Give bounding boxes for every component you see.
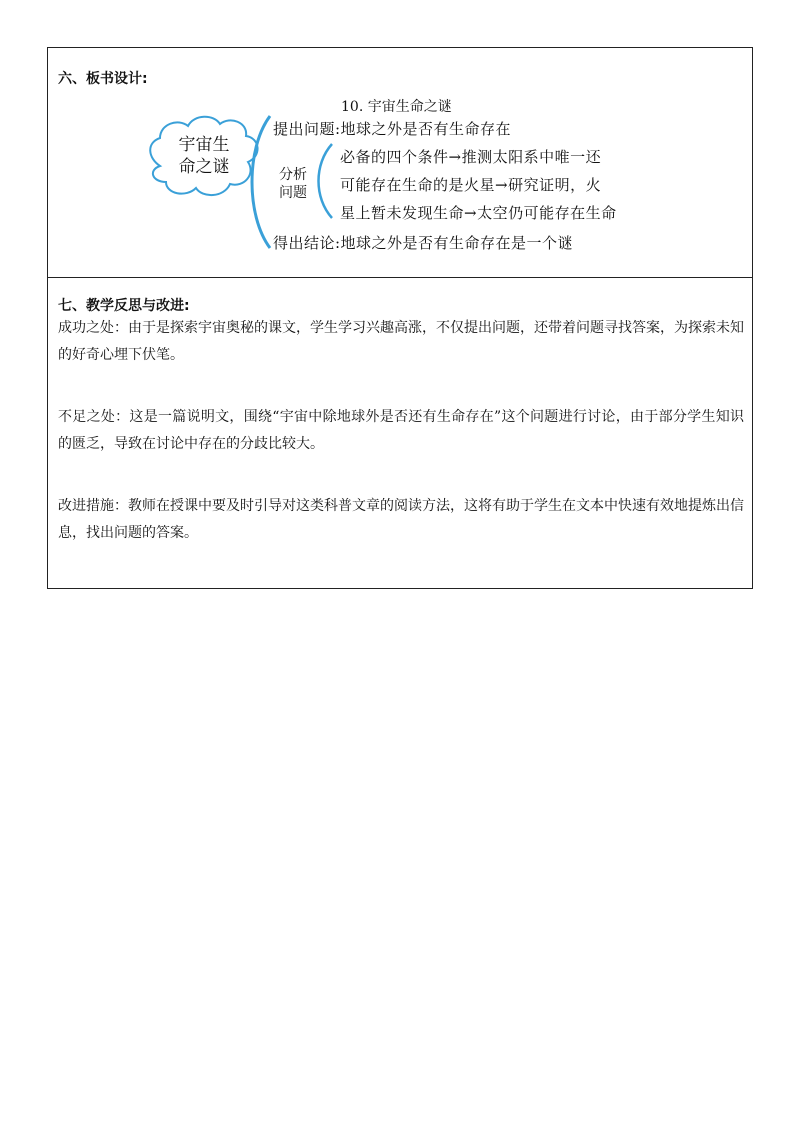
raise-problem: 提出问题:地球之外是否有生命存在 [273,120,512,138]
board-diagram [48,48,752,277]
cloud-label-line1: 宇宙生 [178,135,230,155]
analysis-line-2: 可能存在生命的是火星→研究证明，火 [340,176,602,194]
analyze-label-line2: 问题 [279,185,307,201]
main-brace [252,116,270,248]
diagram-title: 10. 宇宙生命之谜 [341,99,452,115]
analyze-label-line1: 分析 [279,167,307,183]
board-design-section [48,48,752,278]
conclusion: 得出结论:地球之外是否有生命存在是一个谜 [273,234,574,252]
section-heading-board-design: 六、板书设计: [58,71,148,87]
cloud-label [164,134,244,178]
analyze-label [278,166,308,202]
section-heading-reflection: 七、教学反思与改进: [58,298,190,314]
lesson-table [47,47,753,589]
reflection-section [48,277,752,588]
cloud-label-line2: 命之谜 [178,157,230,177]
analysis-line-3: 星上暂未发现生命→太空仍可能存在生命 [340,204,617,222]
reflection-improvement: 改进措施：教师在授课中要及时引导对这类科普文章的阅读方法，这将有助于学生在文本中快速有效地提炼出信息，找出问题的答案。 [58,498,744,541]
reflection-shortcoming: 不足之处：这是一篇说明文，围绕“宇宙中除地球外是否还有生命存在”这个问题进行讨论，由于部分学生知识的匮乏，导致在讨论中存在的分歧比较大。 [58,409,744,452]
reflection-success: 成功之处：由于是探索宇宙奥秘的课文，学生学习兴趣高涨，不仅提出问题，还带着问题寻找答案，为探索未知的好奇心埋下伏笔。 [58,320,744,363]
analysis-brace [319,144,333,218]
analysis-line-1: 必备的四个条件→推测太阳系中唯一还 [340,148,602,166]
